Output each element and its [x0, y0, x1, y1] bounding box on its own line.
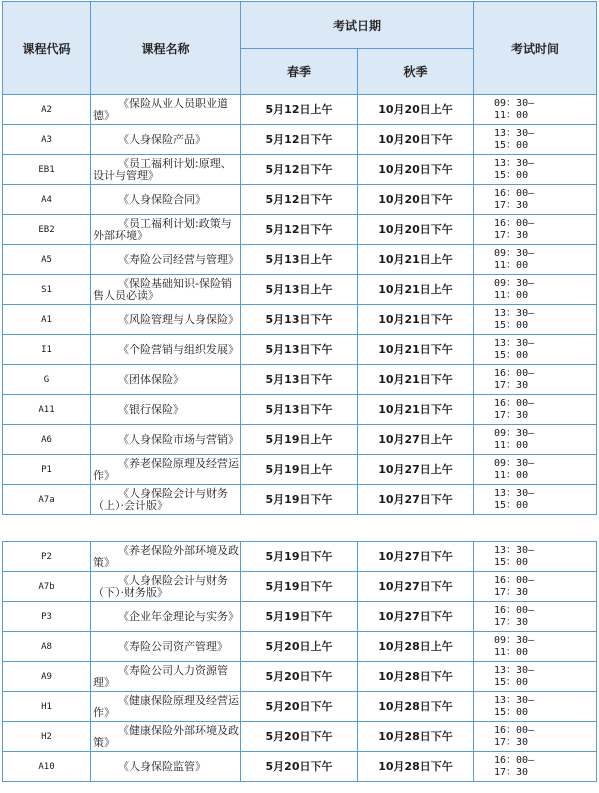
course-code-cell: A2: [3, 95, 91, 125]
course-name-text: 《保险从业人员职业道德》: [93, 96, 228, 122]
course-name-cell: [91, 305, 241, 335]
autumn-date-cell: 10月20日下午: [358, 215, 474, 245]
header-exam-date: 考试日期: [241, 2, 474, 49]
autumn-date-cell: 10月28日下午: [358, 662, 474, 692]
course-code-cell: I1: [3, 335, 91, 365]
course-code-cell: A1: [3, 305, 91, 335]
exam-schedule-table-part1: [2, 1, 597, 515]
course-code-cell: P2: [3, 542, 91, 572]
course-code-cell: A5: [3, 245, 91, 275]
exam-time-cell: 16：00— 17：30: [474, 215, 597, 245]
course-name-cell: [91, 185, 241, 215]
autumn-date-cell: 10月20日上午: [358, 95, 474, 125]
course-name-text: 《员工福利计划:原理、设计与管理》: [93, 156, 232, 182]
exam-time-cell: 13：30— 15：00: [474, 125, 597, 155]
table-row: [3, 365, 597, 395]
course-name-cell: [91, 95, 241, 125]
exam-time-cell: 09：30— 11：00: [474, 425, 597, 455]
course-code-cell: A10: [3, 752, 91, 782]
autumn-date-cell: 10月27日下午: [358, 542, 474, 572]
table-row: [3, 95, 597, 125]
course-name-cell: [91, 662, 241, 692]
course-name-text: 《人身保险合同》: [118, 192, 206, 206]
course-name-cell: [91, 245, 241, 275]
table-row: [3, 662, 597, 692]
course-code-cell: P3: [3, 602, 91, 632]
course-name-cell: [91, 632, 241, 662]
course-name-text: 《风险管理与人身保险》: [118, 312, 239, 326]
spring-date-cell: 5月20日上午: [241, 632, 358, 662]
exam-time-cell: 13：30— 15：00: [474, 155, 597, 185]
table-row: [3, 215, 597, 245]
header-autumn: 秋季: [358, 49, 474, 95]
header-course-name: 课程名称: [91, 2, 241, 95]
autumn-date-cell: 10月28日下午: [358, 752, 474, 782]
course-name-cell: [91, 425, 241, 455]
spring-date-cell: 5月20日下午: [241, 662, 358, 692]
exam-time-cell: 09：30— 11：00: [474, 275, 597, 305]
course-name-cell: [91, 572, 241, 602]
course-name-text: 《健康保险原理及经营运作》: [93, 693, 239, 719]
header-spring: 春季: [241, 49, 358, 95]
spring-date-cell: 5月13日下午: [241, 335, 358, 365]
table-row: [3, 185, 597, 215]
course-name-text: 《养老保险原理及经营运作》: [93, 456, 239, 482]
course-code-cell: A9: [3, 662, 91, 692]
table-row: [3, 602, 597, 632]
course-code-cell: S1: [3, 275, 91, 305]
exam-time-cell: 16：00— 17：30: [474, 185, 597, 215]
header-exam-time: 考试时间: [474, 2, 597, 95]
course-code-cell: A4: [3, 185, 91, 215]
course-code-cell: H2: [3, 722, 91, 752]
exam-time-cell: 09：30— 11：00: [474, 455, 597, 485]
table-row: [3, 125, 597, 155]
course-code-cell: EB1: [3, 155, 91, 185]
autumn-date-cell: 10月20日下午: [358, 185, 474, 215]
table-row: [3, 155, 597, 185]
course-name-cell: [91, 722, 241, 752]
course-name-text: 《保险基础知识-保险销售人员必读》: [93, 276, 232, 302]
course-name-cell: [91, 692, 241, 722]
course-code-cell: H1: [3, 692, 91, 722]
course-name-cell: [91, 395, 241, 425]
exam-time-cell: 13：30— 15：00: [474, 305, 597, 335]
exam-time-cell: 16：00— 17：30: [474, 572, 597, 602]
spring-date-cell: 5月20日下午: [241, 692, 358, 722]
course-name-cell: [91, 215, 241, 245]
autumn-date-cell: 10月28日上午: [358, 632, 474, 662]
autumn-date-cell: 10月27日上午: [358, 455, 474, 485]
spring-date-cell: 5月13日上午: [241, 275, 358, 305]
header-course-code: 课程代码: [3, 2, 91, 95]
spring-date-cell: 5月19日上午: [241, 455, 358, 485]
course-name-text: 《人身保险会计与财务（下）·财务版》: [93, 573, 228, 599]
course-name-text: 《养老保险外部环境及政策》: [93, 543, 239, 569]
exam-time-cell: 13：30— 15：00: [474, 692, 597, 722]
autumn-date-cell: 10月20日下午: [358, 155, 474, 185]
exam-time-cell: 16：00— 17：30: [474, 395, 597, 425]
table-row: [3, 335, 597, 365]
course-name-text: 《人身保险产品》: [118, 132, 206, 146]
autumn-date-cell: 10月28日下午: [358, 722, 474, 752]
table-row: [3, 692, 597, 722]
course-code-cell: A7a: [3, 485, 91, 515]
table-row: [3, 542, 597, 572]
spring-date-cell: 5月19日上午: [241, 425, 358, 455]
course-name-cell: [91, 752, 241, 782]
course-code-cell: A3: [3, 125, 91, 155]
autumn-date-cell: 10月21日下午: [358, 305, 474, 335]
table-row: [3, 245, 597, 275]
exam-time-cell: 09：30— 11：00: [474, 95, 597, 125]
course-name-text: 《寿险公司资产管理》: [118, 639, 228, 653]
course-name-text: 《寿险公司经营与管理》: [118, 252, 239, 266]
autumn-date-cell: 10月28日下午: [358, 692, 474, 722]
course-name-cell: [91, 602, 241, 632]
course-name-cell: [91, 155, 241, 185]
exam-time-cell: 13：30— 15：00: [474, 542, 597, 572]
spring-date-cell: 5月13日下午: [241, 365, 358, 395]
course-name-cell: [91, 365, 241, 395]
autumn-date-cell: 10月27日下午: [358, 602, 474, 632]
exam-time-cell: 16：00— 17：30: [474, 722, 597, 752]
table-row: [3, 395, 597, 425]
autumn-date-cell: 10月27日上午: [358, 425, 474, 455]
course-name-text: 《银行保险》: [118, 402, 184, 416]
course-code-cell: A11: [3, 395, 91, 425]
exam-time-cell: 09：30— 11：00: [474, 245, 597, 275]
course-name-text: 《健康保险外部环境及政策》: [93, 723, 239, 749]
course-name-cell: [91, 455, 241, 485]
exam-schedule-table-part2: [2, 541, 597, 782]
spring-date-cell: 5月19日下午: [241, 602, 358, 632]
course-code-cell: P1: [3, 455, 91, 485]
course-name-cell: [91, 485, 241, 515]
spring-date-cell: 5月19日下午: [241, 572, 358, 602]
table-row: [3, 632, 597, 662]
spring-date-cell: 5月13日下午: [241, 395, 358, 425]
spring-date-cell: 5月20日下午: [241, 752, 358, 782]
table-row: [3, 722, 597, 752]
table-row: [3, 455, 597, 485]
course-name-text: 《人身保险市场与营销》: [118, 432, 239, 446]
table-row: [3, 572, 597, 602]
course-name-text: 《个险营销与组织发展》: [118, 342, 239, 356]
spring-date-cell: 5月19日下午: [241, 542, 358, 572]
autumn-date-cell: 10月27日下午: [358, 485, 474, 515]
autumn-date-cell: 10月20日下午: [358, 125, 474, 155]
table-row: [3, 752, 597, 782]
course-code-cell: A6: [3, 425, 91, 455]
course-code-cell: A7b: [3, 572, 91, 602]
table-row: [3, 275, 597, 305]
course-name-cell: [91, 335, 241, 365]
exam-time-cell: 16：00— 17：30: [474, 602, 597, 632]
course-name-text: 《人身保险会计与财务（上）·会计版》: [93, 486, 228, 512]
spring-date-cell: 5月20日下午: [241, 722, 358, 752]
spring-date-cell: 5月12日下午: [241, 125, 358, 155]
course-name-cell: [91, 125, 241, 155]
spring-date-cell: 5月13日上午: [241, 245, 358, 275]
exam-time-cell: 13：30— 15：00: [474, 335, 597, 365]
table-row: [3, 305, 597, 335]
table-row: [3, 425, 597, 455]
spring-date-cell: 5月19日下午: [241, 485, 358, 515]
table-row: [3, 485, 597, 515]
spring-date-cell: 5月12日上午: [241, 95, 358, 125]
exam-time-cell: 16：00— 17：30: [474, 752, 597, 782]
course-name-text: 《寿险公司人力资源管理》: [93, 663, 228, 689]
autumn-date-cell: 10月21日下午: [358, 365, 474, 395]
course-name-cell: [91, 275, 241, 305]
spring-date-cell: 5月12日下午: [241, 185, 358, 215]
autumn-date-cell: 10月21日下午: [358, 335, 474, 365]
course-name-text: 《企业年金理论与实务》: [118, 609, 239, 623]
autumn-date-cell: 10月21日下午: [358, 395, 474, 425]
exam-time-cell: 09：30— 11：00: [474, 632, 597, 662]
exam-time-cell: 13：30— 15：00: [474, 485, 597, 515]
spring-date-cell: 5月13日下午: [241, 305, 358, 335]
course-code-cell: G: [3, 365, 91, 395]
spring-date-cell: 5月12日下午: [241, 215, 358, 245]
autumn-date-cell: 10月21日上午: [358, 245, 474, 275]
course-name-cell: [91, 542, 241, 572]
course-name-text: 《人身保险监管》: [118, 759, 206, 773]
autumn-date-cell: 10月21日上午: [358, 275, 474, 305]
spring-date-cell: 5月12日下午: [241, 155, 358, 185]
course-name-text: 《团体保险》: [118, 372, 184, 386]
course-code-cell: A8: [3, 632, 91, 662]
exam-time-cell: 16：00— 17：30: [474, 365, 597, 395]
course-code-cell: EB2: [3, 215, 91, 245]
exam-time-cell: 13：30— 15：00: [474, 662, 597, 692]
course-name-text: 《员工福利计划:政策与外部环境》: [93, 216, 232, 242]
autumn-date-cell: 10月27日下午: [358, 572, 474, 602]
